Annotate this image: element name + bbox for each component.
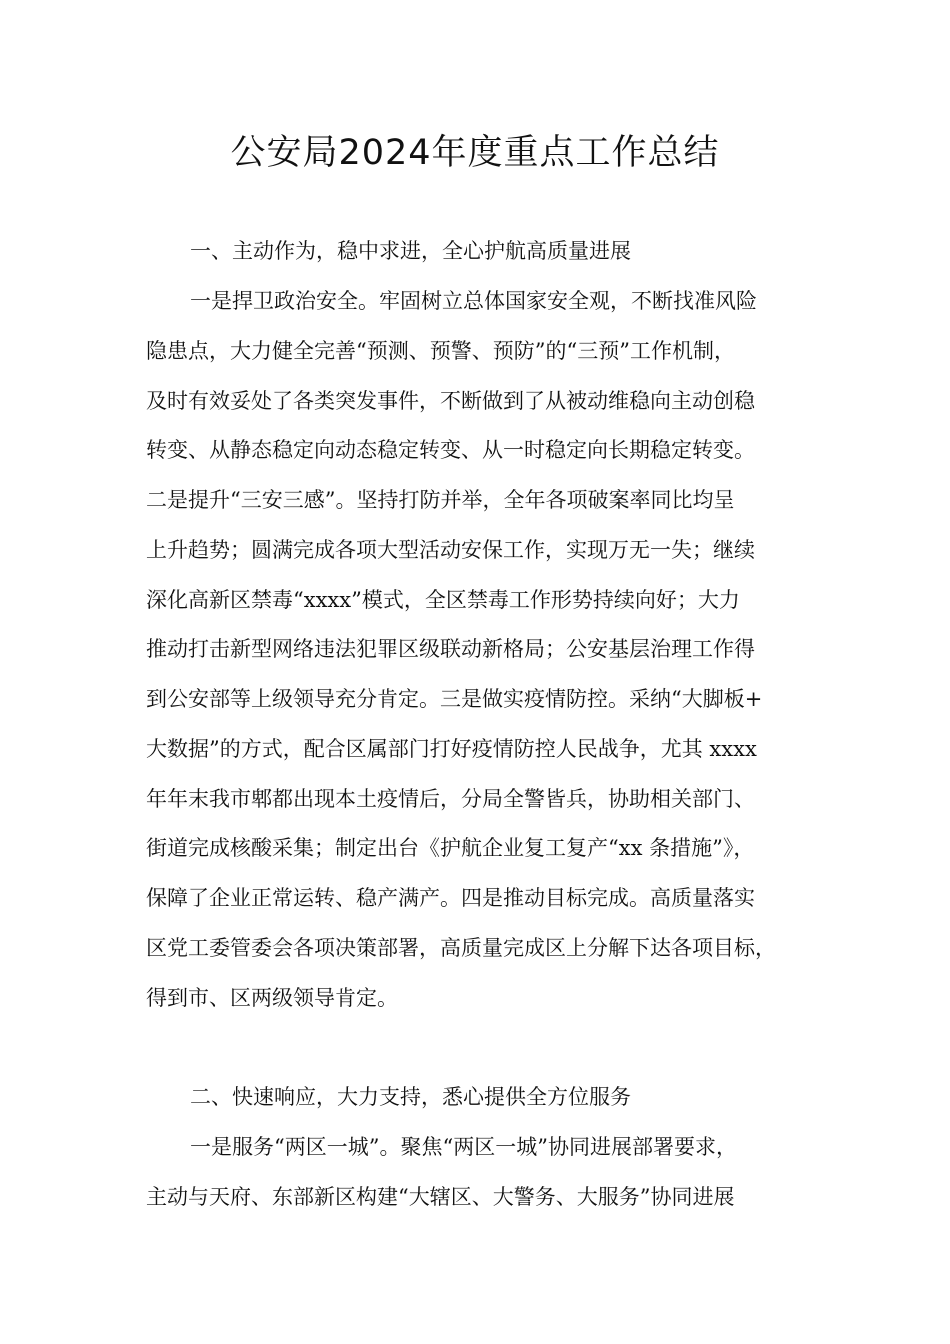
section-heading: 一、主动作为，稳中求进，全心护航高质量进展 (190, 239, 631, 263)
paragraph-line: 推动打击新型网络违法犯罪区级联动新格局；公安基层治理工作得 (146, 637, 755, 661)
paragraph-line: 深化高新区禁毒“xxxx”模式，全区禁毒工作形势持续向好；大力 (146, 588, 740, 612)
paragraph-line: 上升趋势；圆满完成各项大型活动安保工作，实现万无一失；继续 (146, 538, 755, 562)
document-title: 公安局2024年度重点工作总结 (230, 133, 720, 173)
paragraph-line: 主动与天府、东部新区构建“大辖区、大警务、大服务”协同进展 (146, 1185, 735, 1209)
paragraph-line: 隐患点，大力健全完善“预测、预警、预防”的“三预”工作机制， (146, 339, 735, 363)
paragraph-line: 一是服务“两区一城”。聚焦“两区一城”协同进展部署要求， (190, 1135, 737, 1159)
section-heading: 二、快速响应，大力支持，悉心提供全方位服务 (190, 1085, 631, 1109)
paragraph-line: 大数据”的方式，配合区属部门打好疫情防控人民战争，尤其 xxxx (146, 737, 757, 761)
paragraph-line: 及时有效妥处了各类突发事件，不断做到了从被动维稳向主动创稳 (146, 389, 755, 413)
paragraph-line: 转变、从静态稳定向动态稳定转变、从一时稳定向长期稳定转变。 (146, 438, 755, 462)
paragraph-line: 到公安部等上级领导充分肯定。三是做实疫情防控。采纳“大脚板+ (146, 687, 763, 711)
paragraph-line: 二是提升“三安三感”。坚持打防并举，全年各项破案率同比均呈 (146, 488, 735, 512)
paragraph-line: 年年末我市郫都出现本土疫情后，分局全警皆兵，协助相关部门、 (146, 787, 755, 811)
paragraph-line: 一是捍卫政治安全。牢固树立总体国家安全观，不断找准风险 (190, 289, 757, 313)
paragraph-line: 街道完成核酸采集；制定出台《护航企业复工复产“xx 条措施”》， (146, 836, 755, 860)
paragraph-line: 得到市、区两级领导肯定。 (146, 986, 398, 1010)
paragraph-line: 保障了企业正常运转、稳产满产。四是推动目标完成。高质量落实 (146, 886, 755, 910)
paragraph-line: 区党工委管委会各项决策部署，高质量完成区上分解下达各项目标， (146, 936, 776, 960)
